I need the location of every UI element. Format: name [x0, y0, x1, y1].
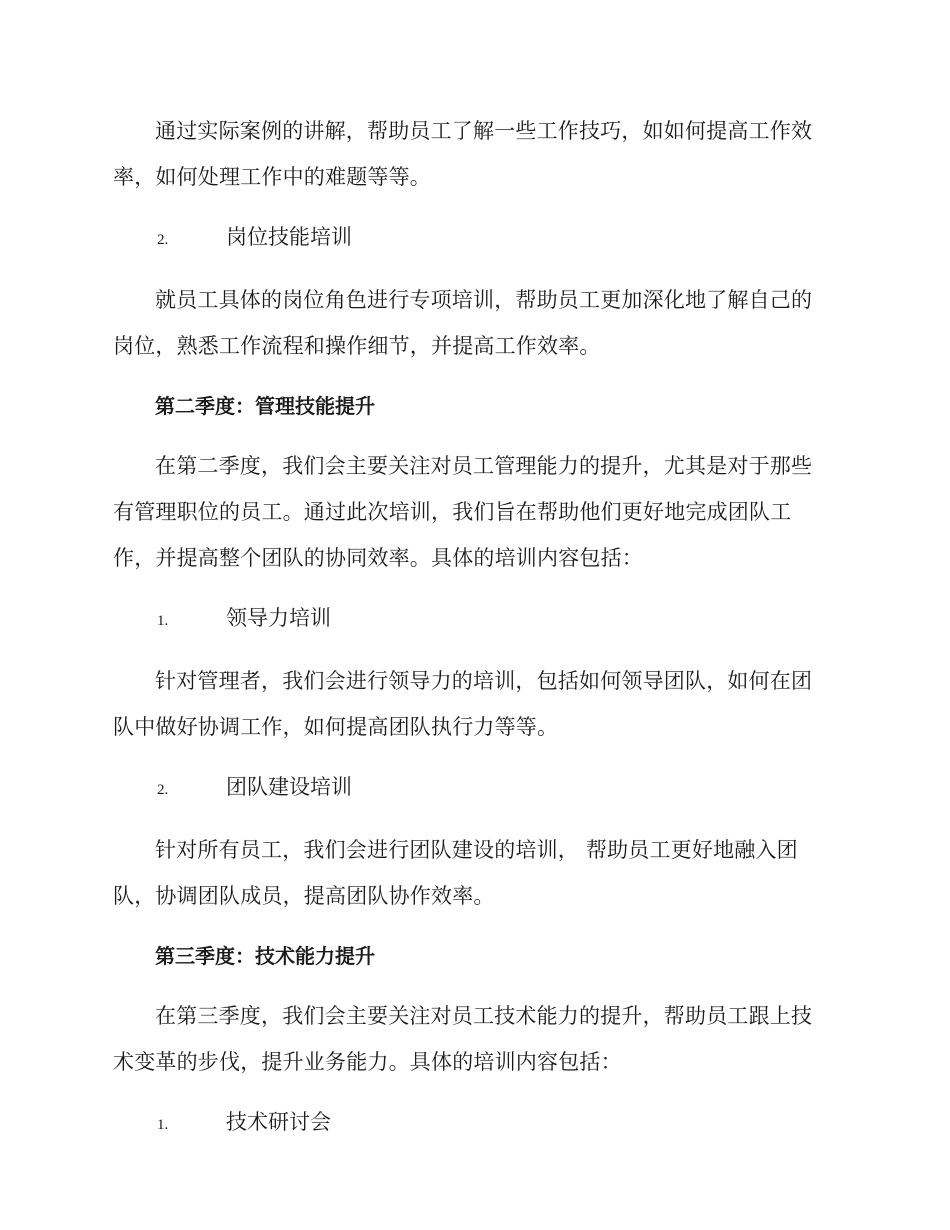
list-number: 1. — [157, 1117, 169, 1133]
list-item-text: 技术研讨会 — [226, 1110, 331, 1134]
paragraph: 针对所有员工，我们会进行团队建设的培训， 帮助员工更好地融入团队，协调团队成员，提高团队协作效率。 — [113, 838, 798, 908]
paragraph: 通过实际案例的讲解，帮助员工了解一些工作技巧，如如何提高工作效率，如何处理工作中的难题等等。 — [113, 119, 813, 189]
list-item-text: 岗位技能培训 — [226, 225, 352, 249]
list-item — [113, 214, 833, 263]
paragraph: 在第二季度，我们会主要关注对员工管理能力的提升，尤其是对于那些有管理职位的员工。通过此次培训，我们旨在帮助他们更好地完成团队工作，并提高整个团队的协同效率。具体的培训内容包括： — [113, 454, 813, 570]
list-number: 1. — [157, 613, 169, 629]
list-item-text: 领导力培训 — [226, 606, 331, 630]
section-heading: 第三季度：技术能力提升 — [155, 944, 375, 968]
paragraph: 针对管理者，我们会进行领导力的培训，包括如何领导团队，如何在团队中做好协调工作，如何提高团队执行力等等。 — [113, 669, 813, 739]
list-number: 2. — [157, 232, 169, 248]
document-body — [113, 108, 833, 1162]
paragraph: 就员工具体的岗位角色进行专项培训，帮助员工更加深化地了解自己的岗位，熟悉工作流程和操作细节，并提高工作效率。 — [113, 288, 813, 358]
list-item-text: 团队建设培训 — [226, 775, 352, 799]
paragraph: 在第三季度，我们会主要关注对员工技术能力的提升，帮助员工跟上技术变革的步伐，提升业务能力。具体的培训内容包括： — [113, 1004, 813, 1074]
list-item — [113, 595, 833, 644]
list-item — [113, 1099, 833, 1148]
section-heading: 第二季度：管理技能提升 — [155, 394, 375, 418]
list-item — [113, 764, 833, 813]
list-number: 2. — [157, 782, 169, 798]
